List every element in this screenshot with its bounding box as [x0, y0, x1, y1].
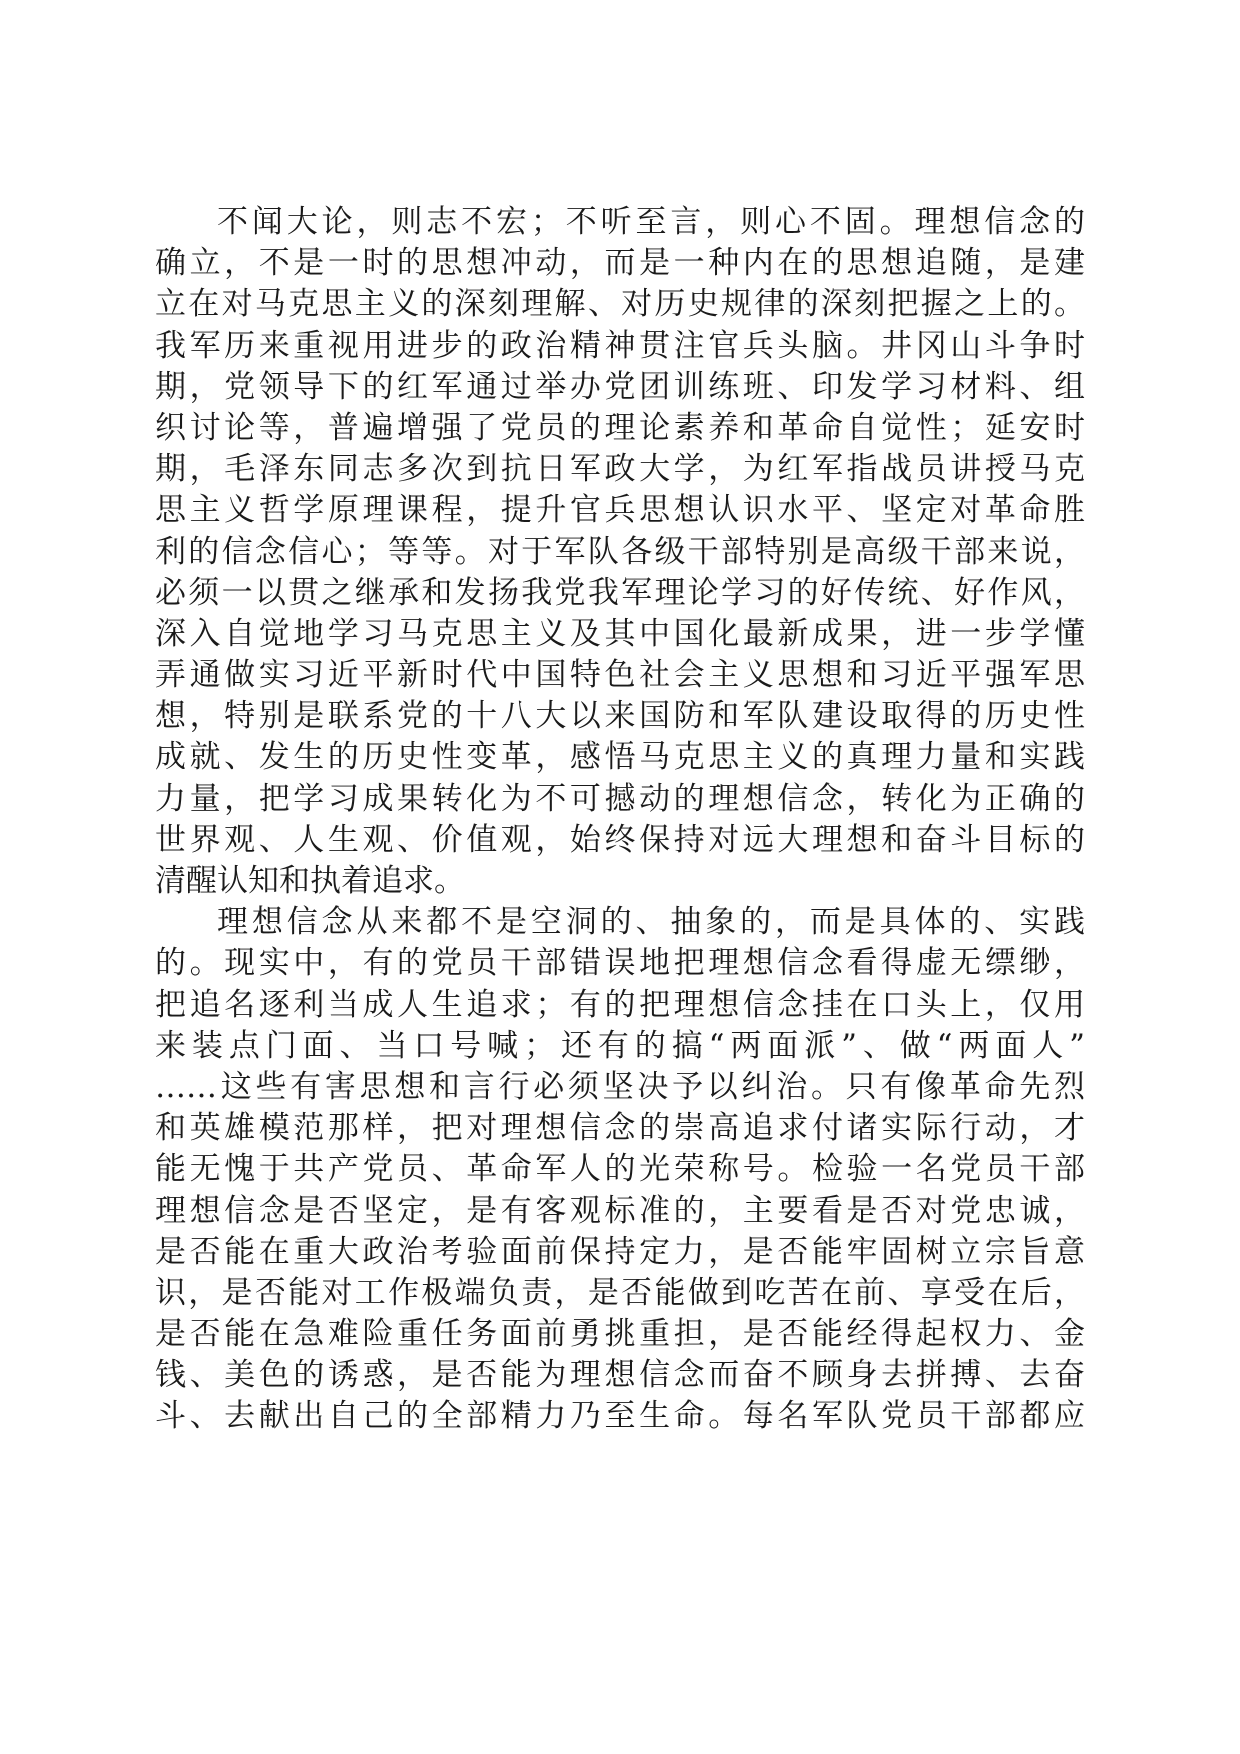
text-line: 弄通做实习近平新时代中国特色社会主义思想和习近平强军思 [155, 657, 1085, 694]
text-line: 钱、美色的诱惑，是否能为理想信念而奋不顾身去拼搏、去奋 [155, 1357, 1085, 1394]
body-text [155, 202, 1085, 1438]
paragraph-2 [155, 902, 1085, 1437]
text-line: 确立，不是一时的思想冲动，而是一种内在的思想追随，是建 [155, 245, 1085, 282]
text-line: 我军历来重视用进步的政治精神贯注官兵头脑。井冈山斗争时 [155, 327, 1085, 364]
text-line: 不闻大论，则志不宏；不听至言，则心不固。理想信念的 [217, 204, 1085, 240]
text-line: 来装点门面、当口号喊；还有的搞“两面派”、做“两面人” [155, 1027, 1085, 1064]
text-line: 把追名逐利当成人生追求；有的把理想信念挂在口头上，仅用 [155, 986, 1085, 1023]
text-line: 斗、去献出自己的全部精力乃至生命。每名军队党员干部都应 [155, 1398, 1085, 1435]
paragraph-1 [155, 202, 1085, 902]
text-line: 识，是否能对工作极端负责，是否能做到吃苦在前、享受在后， [155, 1274, 1085, 1311]
text-line: 想，特别是联系党的十八大以来国防和军队建设取得的历史性 [155, 698, 1085, 735]
text-line: 期，毛泽东同志多次到抗日军政大学，为红军指战员讲授马克 [155, 451, 1085, 488]
text-line: 立在对马克思主义的深刻理解、对历史规律的深刻把握之上的。 [155, 286, 1085, 323]
text-line: 期，党领导下的红军通过举办党团训练班、印发学习材料、组 [155, 368, 1085, 405]
text-line: 思主义哲学原理课程，提升官兵思想认识水平、坚定对革命胜 [155, 492, 1085, 529]
text-line: 利的信念信心；等等。对于军队各级干部特别是高级干部来说， [155, 533, 1085, 570]
text-line: ……这些有害思想和言行必须坚决予以纠治。只有像革命先烈 [155, 1068, 1085, 1105]
text-line: 世界观、人生观、价值观，始终保持对远大理想和奋斗目标的 [155, 821, 1085, 858]
text-line: 深入自觉地学习马克思主义及其中国化最新成果，进一步学懂 [155, 615, 1085, 652]
text-line: 是否能在重大政治考验面前保持定力，是否能牢固树立宗旨意 [155, 1233, 1085, 1270]
text-line: 能无愧于共产党员、革命军人的光荣称号。检验一名党员干部 [155, 1151, 1085, 1188]
text-line: 和英雄模范那样，把对理想信念的崇高追求付诸实际行动，才 [155, 1110, 1085, 1147]
text-line: 理想信念从来都不是空洞的、抽象的，而是具体的、实践 [217, 904, 1085, 941]
text-line: 成就、发生的历史性变革，感悟马克思主义的真理力量和实践 [155, 739, 1085, 776]
text-line: 的。现实中，有的党员干部错误地把理想信念看得虚无缥缈， [155, 945, 1085, 982]
text-line: 力量，把学习成果转化为不可撼动的理想信念，转化为正确的 [155, 780, 1085, 817]
text-line: 是否能在急难险重任务面前勇挑重担，是否能经得起权力、金 [155, 1316, 1085, 1353]
text-line: 清醒认知和执着追求。 [155, 863, 465, 899]
text-line: 理想信念是否坚定，是有客观标准的，主要看是否对党忠诚， [155, 1192, 1085, 1229]
text-line: 织讨论等，普遍增强了党员的理论素养和革命自觉性；延安时 [155, 409, 1085, 446]
text-line: 必须一以贯之继承和发扬我党我军理论学习的好传统、好作风， [155, 574, 1085, 611]
